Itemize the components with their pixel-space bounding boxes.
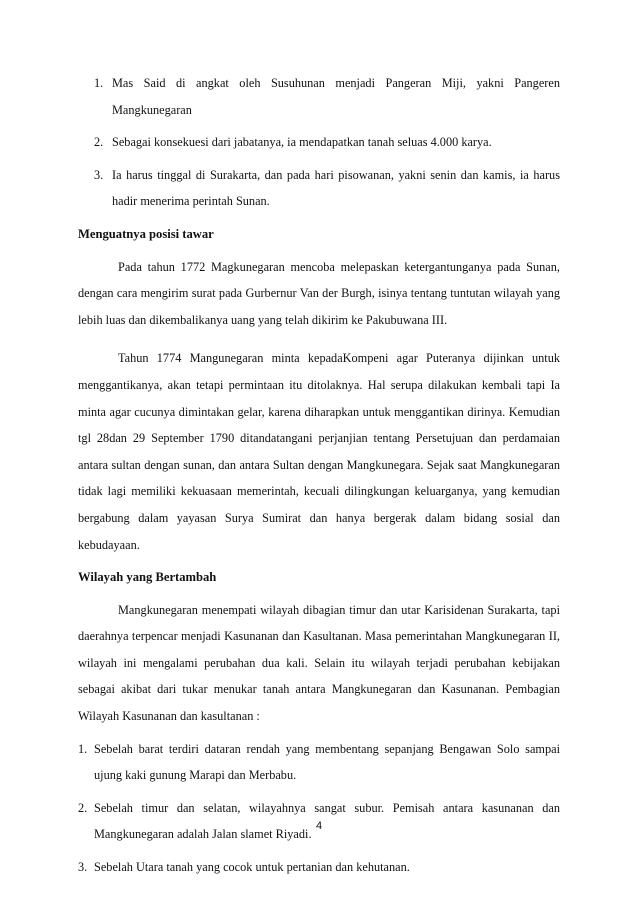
paragraph: Pada tahun 1772 Magkunegaran mencoba melepaskan ketergantunganya pada Sunan, dengan cara mengirim surat pada Gurbernur Van der Burgh, isinya tentang tuntutan wilayah yang lebih luas dan dikembalikanya uang yang telah dikirim ke Pakubuwana III. [78, 259, 560, 327]
list-number: 1. [78, 741, 88, 756]
numbered-list-conditions [78, 70, 560, 215]
list-item [78, 70, 560, 123]
section-heading-wilayah: Wilayah yang Bertambah [78, 570, 217, 585]
list-item [78, 129, 560, 156]
page-number: 4 [315, 820, 323, 832]
list-number: 3. [94, 167, 104, 182]
paragraph: Mangkunegaran menempati wilayah dibagian timur dan utar Karisidenan Surakarta, tapi daerahnya terpencar menjadi Kasunanan dan Kasultanan. Masa pemerintahan Mangkunegaran II, wilayah ini mengalami perubahan dua kali. Selain itu wilayah terjadi perubahan kebijakan sebagai akibat dari tukar menukar tanah antara Mangkunegaran dan Kasunanan. Pembagian Wilayah Kasunanan dan kasultanan : [78, 602, 560, 724]
list-item [78, 854, 560, 881]
paragraph: Tahun 1774 Mangunegaran minta kepadaKompeni agar Puteranya dijinkan untuk menggantikanya, akan tetapi permintaan itu ditolaknya. Hal serupa dilakukan kembali tapi Ia minta agar cucunya dimintakan gelar, karena diharapkan untuk menggantikan dirinya. Kemudian tgl 28dan 29 September 1790 ditandatangani perjanjian tentang Persetujuan dan perdamaian antara sultan dengan sunan, dan antara Sultan dengan Mangkunegara. Sejak saat Mangkunegaran tidak lagi memiliki kekuasaan memerintah, kecuali dilingkungan keluarganya, yang kemudian bergabung dalam yayasan Surya Sumirat dan hanya bergerak dalam bidang sosial dan kebudayaan. [78, 351, 560, 552]
section-heading-posisi-tawar: Menguatnya posisi tawar [78, 226, 214, 241]
list-number: 2. [78, 800, 88, 815]
list-item-text: Sebagai konsekuesi dari jabatanya, ia mendapatkan tanah seluas 4.000 karya. [112, 135, 492, 150]
list-item-text: Sebelah Utara tanah yang cocok untuk pertanian dan kehutanan. [94, 860, 410, 875]
numbered-list-regions [78, 736, 560, 881]
list-item-text: Ia harus tinggal di Surakarta, dan pada hari pisowanan, yakni senin dan kamis, ia harus hadir menerima perintah Sunan. [112, 167, 560, 209]
spacer [78, 333, 560, 345]
list-number: 3. [78, 860, 88, 875]
document-page [78, 70, 560, 881]
list-item-text: Mas Said di angkat oleh Susuhunan menjadi Pangeran Miji, yakni Pangeren Mangkunegaran [112, 76, 560, 117]
list-item [78, 736, 560, 789]
list-item-text: Sebelah barat terdiri dataran rendah yang membentang sepanjang Bengawan Solo sampai ujung kaki gunung Marapi dan Merbabu. [94, 741, 560, 783]
list-number: 2. [94, 135, 104, 150]
list-item [78, 162, 560, 215]
list-number: 1. [94, 76, 104, 90]
list-item-text: Sebelah timur dan selatan, wilayahnya sangat subur. Pemisah antara kasunanan dan Mangkunegaran adalah Jalan slamet Riyadi. [94, 800, 560, 842]
